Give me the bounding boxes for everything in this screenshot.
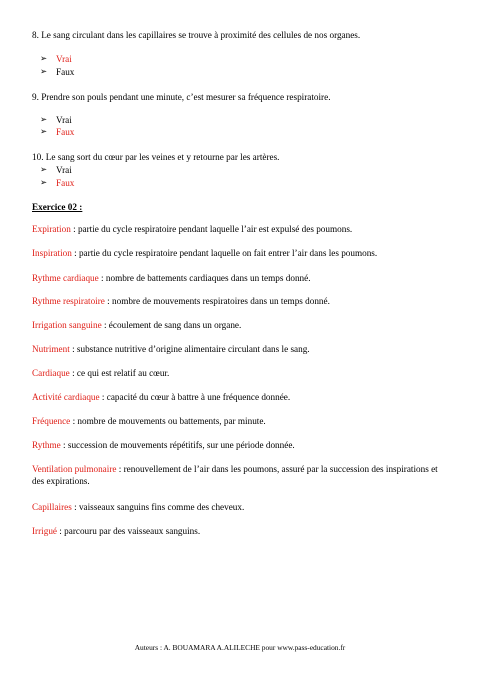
question-8-option-vrai (40, 54, 72, 66)
question-9-option-faux (40, 127, 74, 139)
question-8-option-faux (40, 67, 74, 79)
arrow-bullet-icon: ➢ (40, 178, 48, 189)
exercise-title: Exercice 02 : (32, 202, 83, 212)
definition-text: : nombre de battements cardiaques dans un temps donné. (98, 273, 311, 283)
definition-rythme-respiratoire (32, 296, 452, 308)
definition-nutriment (32, 344, 452, 356)
definition-expiration (32, 224, 452, 236)
definition-text: : partie du cycle respiratoire pendant laquelle l’air est expulsé des poumons. (70, 224, 353, 234)
definition-term: Rythme respiratoire (32, 296, 105, 306)
definition-activite-cardiaque (32, 392, 452, 404)
question-9: 9. Prendre son pouls pendant une minute, c’est mesurer sa fréquence respiratoire. (32, 92, 331, 102)
question-10-option-vrai (40, 165, 72, 177)
arrow-bullet-icon: ➢ (40, 127, 48, 138)
question-8: 8. Le sang circulant dans les capillaires se trouve à proximité des cellules de nos organes. (32, 30, 361, 40)
definition-text: : écoulement de sang dans un organe. (101, 320, 242, 330)
arrow-bullet-icon: ➢ (40, 165, 48, 176)
definition-text: : partie du cycle respiratoire pendant laquelle on fait entrer l’air dans les poumons. (71, 248, 378, 258)
option-label: Vrai (56, 165, 72, 175)
definition-text: : nombre de mouvements respiratoires dans un temps donné. (104, 296, 330, 306)
definition-text: : substance nutritive d’origine alimentaire circulant dans le sang. (69, 344, 310, 354)
definition-text: : vaisseaux sanguins fins comme des cheveux. (71, 502, 245, 512)
definition-term: Rythme cardiaque (32, 273, 99, 283)
definition-rythme-cardiaque (32, 273, 452, 285)
definition-term: Ventilation pulmonaire (32, 464, 117, 474)
definition-capillaires (32, 502, 452, 514)
page-footer: Auteurs : A. BOUAMARA A.ALILECHE pour www.pass-education.fr (134, 643, 346, 652)
definition-term: Fréquence (32, 416, 71, 426)
definition-inspiration (32, 248, 452, 260)
definition-irrigation-sanguine (32, 320, 452, 332)
question-10-option-faux (40, 178, 74, 190)
definition-term: Capillaires (32, 502, 72, 512)
definition-text: : succession de mouvements répétitifs, sur une période donnée. (60, 440, 295, 450)
definition-ventilation-pulmonaire (32, 464, 450, 487)
question-9-option-vrai (40, 115, 72, 127)
definition-term: Irrigation sanguine (32, 320, 102, 330)
definition-term: Irrigué (32, 526, 57, 536)
option-label: Faux (56, 127, 75, 137)
definition-text: : renouvellement de l’air dans les poumons, assuré par la succession des inspirations et des expirations. (32, 464, 438, 486)
arrow-bullet-icon: ➢ (40, 54, 48, 65)
definition-term: Activité cardiaque (32, 392, 100, 402)
definition-text: : nombre de mouvements ou battements, par minute. (70, 416, 266, 426)
definition-term: Cardiaque (32, 368, 70, 378)
definition-cardiaque (32, 368, 452, 380)
arrow-bullet-icon: ➢ (40, 115, 48, 126)
definition-term: Inspiration (32, 248, 72, 258)
question-10: 10. Le sang sort du cœur par les veines et y retourne par les artères. (32, 152, 280, 162)
definition-rythme (32, 440, 452, 452)
definition-irrigue (32, 526, 452, 538)
definition-text: : parcouru par des vaisseaux sanguins. (57, 526, 201, 536)
definition-term: Rythme (32, 440, 61, 450)
definition-text: : ce qui est relatif au cœur. (69, 368, 170, 378)
definition-frequence (32, 416, 452, 428)
option-label: Faux (56, 178, 75, 188)
definition-term: Expiration (32, 224, 71, 234)
option-label: Vrai (56, 54, 72, 64)
option-label: Faux (56, 67, 75, 77)
arrow-bullet-icon: ➢ (40, 67, 48, 78)
definition-text: : capacité du cœur à battre à une fréquence donnée. (99, 392, 291, 402)
option-label: Vrai (56, 115, 72, 125)
definition-term: Nutriment (32, 344, 70, 354)
